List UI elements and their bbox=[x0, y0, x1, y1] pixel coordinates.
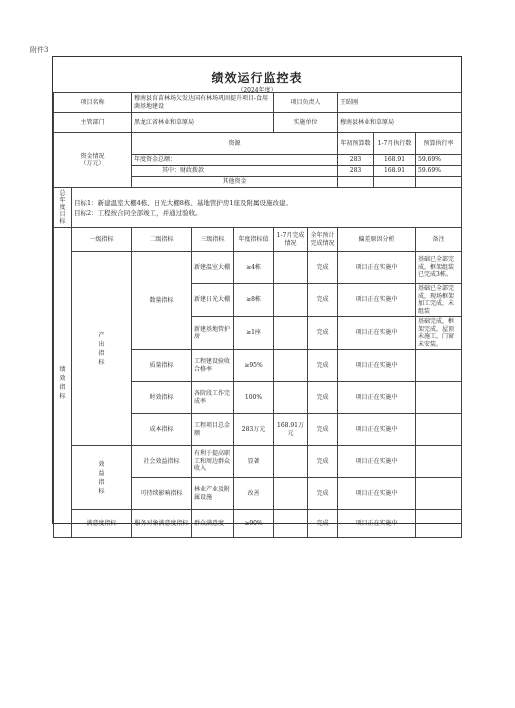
indicator-full: 完成 bbox=[308, 414, 338, 446]
indicator-note bbox=[416, 478, 462, 510]
indicator-target: ≥8栋 bbox=[234, 284, 274, 317]
satisfaction-sub-label: 服务对象满意度指标 bbox=[132, 510, 192, 538]
indicator-name: 工程建设验收合格率 bbox=[192, 350, 234, 382]
quantity-label: 数量指标 bbox=[132, 252, 192, 350]
funds-item: 其中：财政拨款 bbox=[132, 166, 338, 177]
funds-item: 其他资金 bbox=[132, 177, 338, 188]
indicator-name: 群众满意度 bbox=[192, 510, 234, 538]
indicator-name: 新建温室大棚 bbox=[192, 252, 234, 284]
indicator-full: 完成 bbox=[308, 317, 338, 350]
dept-label: 主管部门 bbox=[54, 113, 132, 133]
header-level3: 三级指标 bbox=[192, 228, 234, 252]
project-leader-label: 项目负责人 bbox=[274, 93, 338, 113]
funds-rate: 59.69% bbox=[416, 155, 462, 166]
output-label: 产 出 指 标 bbox=[72, 252, 132, 446]
cost-label: 成本指标 bbox=[132, 414, 192, 446]
indicator-reason: 项目正在实施中 bbox=[338, 414, 416, 446]
annual-goal-row bbox=[54, 188, 462, 228]
sustain-label: 可持续影响指标 bbox=[132, 478, 192, 510]
indicator-target: 显著 bbox=[234, 446, 274, 478]
time-label: 时效指标 bbox=[132, 382, 192, 414]
funds-exec: 168.91 bbox=[374, 155, 416, 166]
funds-exec: 168.91 bbox=[374, 166, 416, 177]
indicator-h1 bbox=[274, 382, 308, 414]
funds-budget bbox=[338, 177, 374, 188]
indicator-target: ≥4栋 bbox=[234, 252, 274, 284]
project-name-row bbox=[54, 93, 462, 113]
indicator-note: 基础已全部完成，框架组装已完成3栋。 bbox=[416, 252, 462, 284]
indicator-note bbox=[416, 446, 462, 478]
header-note: 备注 bbox=[416, 228, 462, 252]
funds-rate bbox=[416, 177, 462, 188]
indicator-target: 283万元 bbox=[234, 414, 274, 446]
indicator-h1 bbox=[274, 478, 308, 510]
funds-header-blank: 资源 bbox=[132, 133, 338, 155]
indicator-full: 完成 bbox=[308, 284, 338, 317]
indicator-target: ≥95% bbox=[234, 350, 274, 382]
indicator-header-row bbox=[54, 228, 462, 252]
indicator-name: 工程项目总金额 bbox=[192, 414, 234, 446]
funds-rate: 59.69% bbox=[416, 166, 462, 177]
goal-line-1: 目标1：新建温室大棚4栋、日光大棚8栋、基地管护房1座及附属设施改建。 bbox=[74, 198, 293, 207]
indicator-name: 有利于提高职工和周边群众收入 bbox=[192, 446, 234, 478]
funds-col-exec: 1-7月执行数 bbox=[374, 133, 416, 155]
unit-value: 穆南县林业和草原局 bbox=[338, 113, 462, 133]
project-leader-value: 王昭刚 bbox=[338, 93, 462, 113]
indicator-full: 完成 bbox=[308, 382, 338, 414]
indicator-h1 bbox=[274, 350, 308, 382]
indicator-reason: 项目正在实施中 bbox=[338, 446, 416, 478]
header-reason: 偏差原因分析 bbox=[338, 228, 416, 252]
funds-header-row bbox=[54, 133, 462, 155]
funds-exec bbox=[374, 177, 416, 188]
indicator-target: 改善 bbox=[234, 478, 274, 510]
indicator-name: 各阶段工作完成率 bbox=[192, 382, 234, 414]
funds-item: 年度资金总额： bbox=[132, 155, 338, 166]
indicator-reason: 项目正在实施中 bbox=[338, 382, 416, 414]
indicators-label: 绩 效 指 标 bbox=[54, 228, 72, 538]
indicator-note bbox=[416, 414, 462, 446]
indicator-h1 bbox=[274, 317, 308, 350]
goal-text bbox=[72, 188, 462, 228]
project-name-value: 穆南县育苗林场欠发达国有林场巩固提升项目-食用菌基地建设 bbox=[132, 93, 274, 113]
indicator-full: 完成 bbox=[308, 478, 338, 510]
indicator-h1 bbox=[274, 510, 308, 538]
form-year: （2024年度） bbox=[237, 87, 277, 94]
quality-label: 质量指标 bbox=[132, 350, 192, 382]
indicator-full: 完成 bbox=[308, 446, 338, 478]
funds-budget: 283 bbox=[338, 166, 374, 177]
satisfaction-label: 满意度指标 bbox=[72, 510, 132, 538]
funds-label: 资金情况 （万元） bbox=[54, 133, 132, 188]
indicator-note bbox=[416, 510, 462, 538]
header-level2: 二级指标 bbox=[132, 228, 192, 252]
indicator-reason: 项目正在实施中 bbox=[338, 350, 416, 382]
indicator-h1 bbox=[274, 284, 308, 317]
indicator-reason: 项目正在实施中 bbox=[338, 317, 416, 350]
goal-label: 总 年 度 目 标 bbox=[54, 188, 72, 228]
indicator-name: 新建日光大棚 bbox=[192, 284, 234, 317]
header-full: 全年预计完成情况 bbox=[308, 228, 338, 252]
indicator-name: 林业产业及附属设施 bbox=[192, 478, 234, 510]
header-target: 年度指标值 bbox=[234, 228, 274, 252]
indicator-reason: 项目正在实施中 bbox=[338, 284, 416, 317]
indicator-full: 完成 bbox=[308, 350, 338, 382]
attachment-label: 附件3 bbox=[30, 46, 49, 54]
department-row bbox=[54, 113, 462, 133]
indicator-target: 100% bbox=[234, 382, 274, 414]
funds-col-budget: 年初预算数 bbox=[338, 133, 374, 155]
indicator-row bbox=[54, 510, 462, 538]
dept-value: 黑龙江省林业和草原局 bbox=[132, 113, 274, 133]
indicator-reason: 项目正在实施中 bbox=[338, 478, 416, 510]
project-name-label: 项目名称 bbox=[54, 93, 132, 113]
indicator-full: 完成 bbox=[308, 252, 338, 284]
performance-monitoring-form bbox=[52, 56, 462, 527]
funds-col-rate: 预算执行率 bbox=[416, 133, 462, 155]
benefit-label: 效 益 指 标 bbox=[72, 446, 132, 510]
indicator-note bbox=[416, 350, 462, 382]
indicator-note: 基础完成，框架完成，屋顶未施工，门窗未安装。 bbox=[416, 317, 462, 350]
indicator-row bbox=[54, 252, 462, 284]
indicator-reason: 项目正在实施中 bbox=[338, 252, 416, 284]
indicator-name: 新建基地管护房 bbox=[192, 317, 234, 350]
indicator-h1 bbox=[274, 252, 308, 284]
funds-budget: 283 bbox=[338, 155, 374, 166]
indicator-note: 基础已全部完成，现场框架加工完成，未组装 bbox=[416, 284, 462, 317]
unit-label: 实施单位 bbox=[274, 113, 338, 133]
monitoring-table bbox=[53, 92, 462, 538]
form-title: 绩效运行监控表 bbox=[211, 71, 303, 85]
indicator-h1 bbox=[274, 446, 308, 478]
indicator-full: 完成 bbox=[308, 510, 338, 538]
indicator-target: ≥1座 bbox=[234, 317, 274, 350]
indicator-target: ≥90% bbox=[234, 510, 274, 538]
header-h1: 1-7月完成情况 bbox=[274, 228, 308, 252]
indicator-note bbox=[416, 382, 462, 414]
indicator-reason: 项目正在实施中 bbox=[338, 510, 416, 538]
social-label: 社会效益指标 bbox=[132, 446, 192, 478]
header-level1: 一级指标 bbox=[72, 228, 132, 252]
indicator-h1: 168.91万元 bbox=[274, 414, 308, 446]
goal-line-2: 目标2：工程按合同全部竣工，并通过验收。 bbox=[74, 208, 202, 217]
indicator-row bbox=[54, 446, 462, 478]
